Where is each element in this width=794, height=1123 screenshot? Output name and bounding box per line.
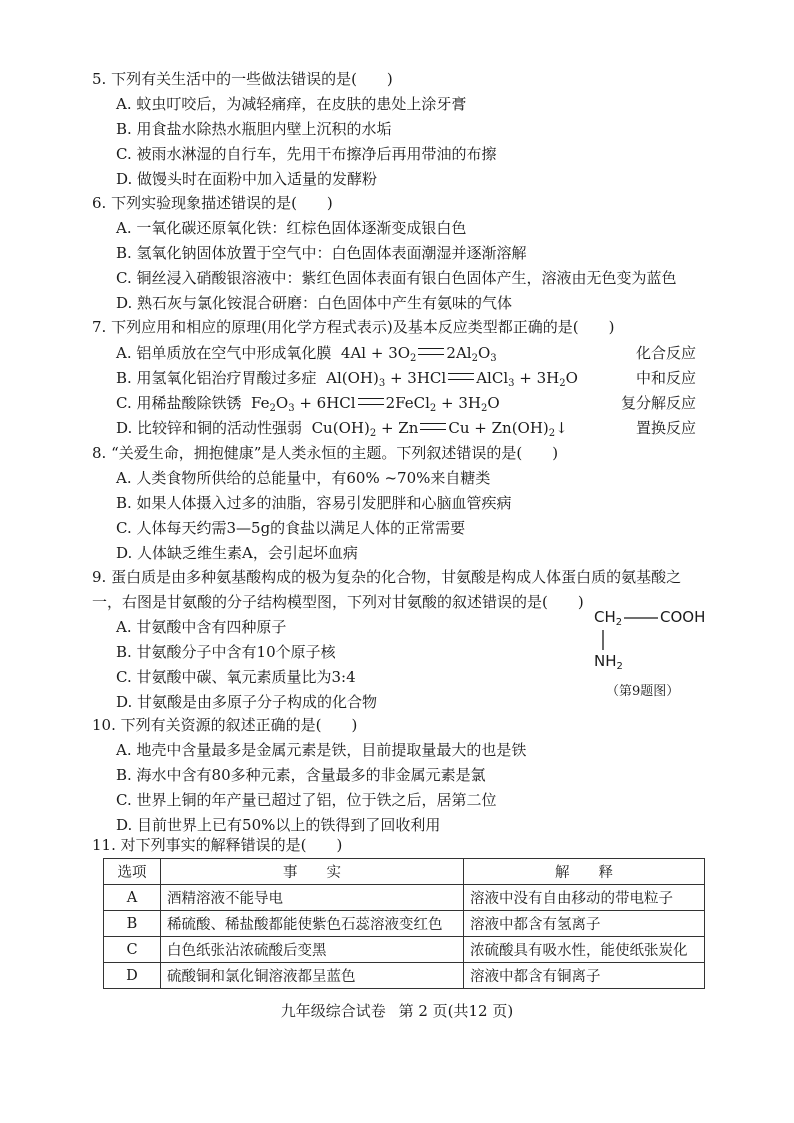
figure-caption: （第9题图） [606,684,680,699]
q10-stem: 10. 下列有关资源的叙述正确的是( ) [92,716,358,734]
q9-option-a: A. 甘氨酸中含有四种原子 [116,618,287,636]
row-option: D [104,963,161,989]
table-header-row [104,859,705,885]
q6-option-c: C. 铜丝浸入硝酸银溶液中：紫红色固体表面有银白色固体产生，溶液由无色变为蓝色 [116,269,677,287]
row-option: B [104,911,161,937]
q9-option-c: C. 甘氨酸中碳、氧元素质量比为3:4 [116,668,356,686]
q9-option-b: B. 甘氨酸分子中含有10个原子核 [116,643,336,661]
q6-option-b: B. 氢氧化钠固体放置于空气中：白色固体表面潮湿并逐渐溶解 [116,244,527,262]
q8-stem: 8. “关爱生命，拥抱健康”是人类永恒的主题。下列叙述错误的是( ) [92,444,559,462]
q7-b-equation: $Al(OH)_3 + 3HCl$ AlCl$_3$ + $3H_2O$ [321,369,578,389]
header-fact: 事 实 [161,859,464,885]
row-option: C [104,937,161,963]
q7-stem: 7. 下列应用和相应的原理(用化学方程式表示)及基本反应类型都正确的是( ) [92,318,615,336]
table-row [104,885,705,911]
q7-b-reaction-type: 中和反应 [635,369,696,387]
q10-option-b: B. 海水中含有80多种元素，含量最多的非金属元素是氯 [116,766,486,784]
q6-option-d: D. 熟石灰与氯化铵混合研磨：白色固体中产生有氨味的气体 [116,294,513,312]
row-option: A [104,885,161,911]
q7-c-reaction-type: 复分解反应 [620,394,696,412]
row-explanation: 溶液中都含有铜离子 [464,963,705,989]
row-fact: 稀硫酸、稀盐酸都能使紫色石蕊溶液变红色 [161,911,464,937]
q7-option-d [116,415,568,441]
q5-stem: 5. 下列有关生活中的一些做法错误的是( ) [92,70,393,88]
q7-c-equation: $Fe_2O_3 + 6HCl$ 2FeCl$_2$ + $3H_2O$ [246,394,500,414]
q6-stem: 6. 下列实验现象描述错误的是( ) [92,194,333,212]
header-option: 选项 [104,859,161,885]
q9-stem-line1: 9. 蛋白质是由多种氨基酸构成的极为复杂的化合物，甘氨酸是构成人体蛋白质的氨基酸之 [92,568,682,586]
q11-stem: 11. 对下列事实的解释错误的是( ) [92,836,343,854]
page-footer [0,1000,794,1021]
q9-option-d: D. 甘氨酸是由多原子分子构成的化合物 [116,693,378,711]
q7-option-a [116,340,497,366]
q10-option-d: D. 目前世界上已有50%以上的铁得到了回收利用 [116,816,441,834]
q7-a-equation: $4Al + 3O_2$ $2Al_2O_3$ [336,344,497,364]
row-explanation: 浓硫酸具有吸水性，能使纸张炭化 [464,937,705,963]
row-fact: 白色纸张沾浓硫酸后变黑 [161,937,464,963]
row-explanation: 溶液中没有自由移动的带电粒子 [464,885,705,911]
header-explanation: 解 释 [464,859,705,885]
q7-d-equation: $Cu(OH)_2 + Zn$ $Cu + Zn(OH)_2↓$ [306,419,568,439]
q8-option-a: A. 人类食物所供给的总能量中，有60% ~70%来自糖类 [116,469,491,487]
q7-a-text: A. 铝单质放在空气中形成氧化膜 [116,344,332,362]
q8-option-b: B. 如果人体摄入过多的油脂，容易引发肥胖和心脑血管疾病 [116,494,512,512]
q5-option-a: A. 蚊虫叮咬后，为减轻痛痒，在皮肤的患处上涂牙膏 [116,95,467,113]
q8-option-d: D. 人体缺乏维生素A，会引起坏血病 [116,544,358,562]
q7-option-b [116,365,578,391]
nh2-group: $NH_2$ [594,652,623,672]
cooh-group: COOH [660,608,706,626]
q7-d-text: D. 比较锌和铜的活动性强弱 [116,419,303,437]
q10-option-a: A. 地壳中含量最多是金属元素是铁，目前提取量最大的也是铁 [116,741,527,759]
row-fact: 酒精溶液不能导电 [161,885,464,911]
ch2-group: $CH_2$ [594,608,623,628]
page-number: 第 2 页(共12 页) [398,1002,514,1020]
table-row [104,937,705,963]
row-explanation: 溶液中都含有氢离子 [464,911,705,937]
table-row [104,963,705,989]
q8-option-c: C. 人体每天约需3—5g的食盐以满足人体的正常需要 [116,519,466,537]
row-fact: 硫酸铜和氯化铜溶液都呈蓝色 [161,963,464,989]
q7-b-text: B. 用氢氧化铝治疗胃酸过多症 [116,369,317,387]
q5-option-b: B. 用食盐水除热水瓶胆内壁上沉积的水垢 [116,120,392,138]
table-row [104,911,705,937]
q9-stem-line2: 一，右图是甘氨酸的分子结构模型图，下列对甘氨酸的叙述错误的是( ) [92,593,584,611]
q5-option-c: C. 被雨水淋湿的自行车，先用干布擦净后再用带油的布擦 [116,145,497,163]
q7-c-text: C. 用稀盐酸除铁锈 [116,394,242,412]
q7-a-reaction-type: 化合反应 [635,344,696,362]
q10-option-c: C. 世界上铜的年产量已超过了铝，位于铁之后，居第二位 [116,791,497,809]
q5-option-d: D. 做馒头时在面粉中加入适量的发酵粉 [116,170,378,188]
facts-table [103,858,705,989]
q6-option-a: A. 一氧化碳还原氧化铁：红棕色固体逐渐变成银白色 [116,219,467,237]
q7-d-reaction-type: 置换反应 [635,419,696,437]
q7-option-c [116,390,500,416]
exam-name: 九年级综合试卷 [280,1002,386,1020]
